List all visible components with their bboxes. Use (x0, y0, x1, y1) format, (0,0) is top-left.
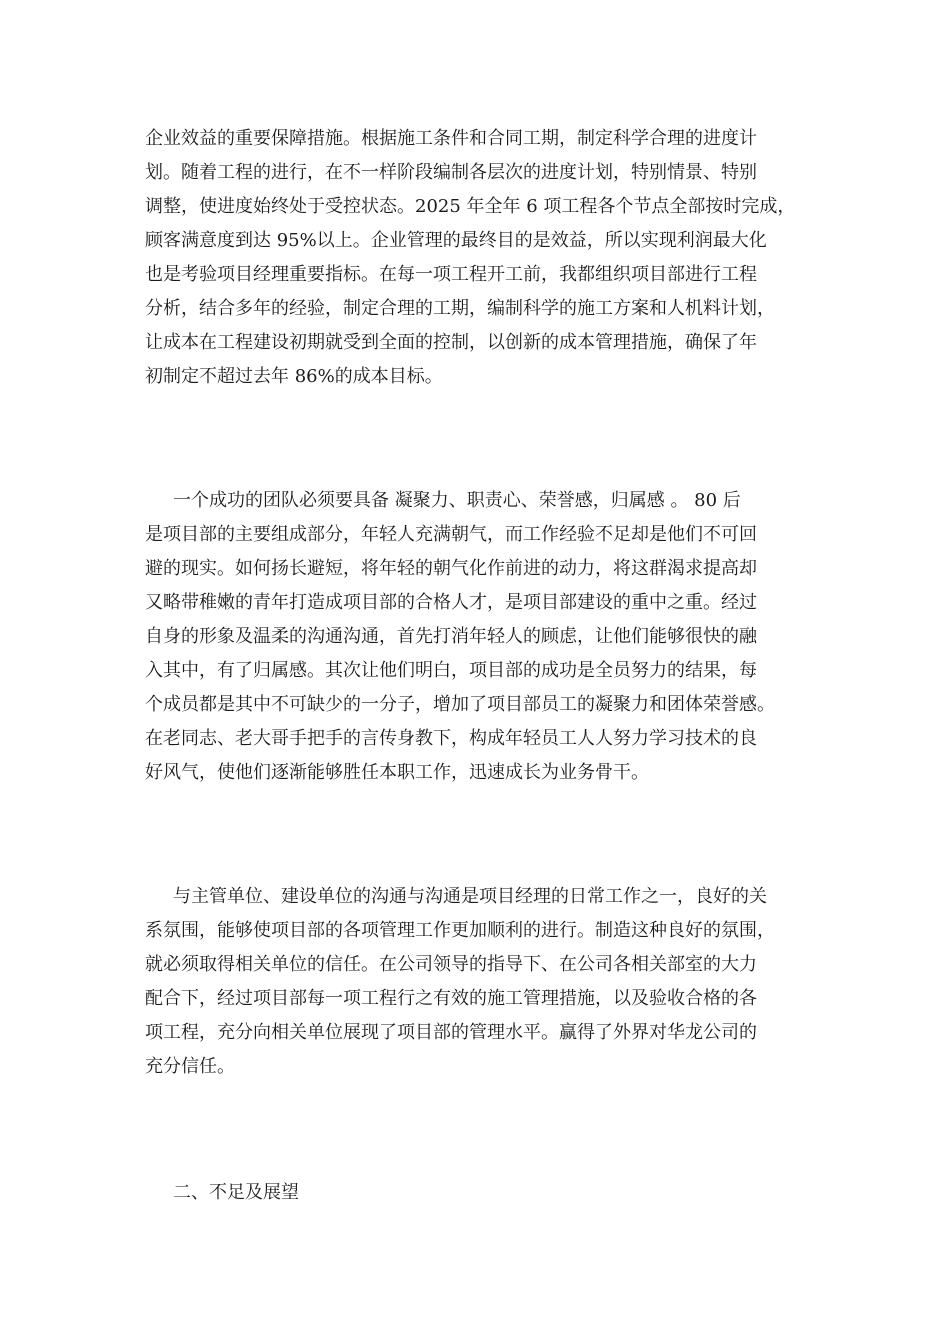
paragraph-3-line-1: 与主管单位、建设单位的沟通与沟通是项目经理的日常工作之一，良好的关 (173, 886, 767, 907)
paragraph-1-line-7: 让成本在工程建设初期就受到全面的控制，以创新的成本管理措施，确保了年 (145, 332, 757, 353)
paragraph-2-line-1: 一个成功的团队必须要具备 凝聚力、职责心、荣誉感，归属感 。 80 后 (173, 490, 741, 511)
paragraph-2-line-2: 是项目部的主要组成部分，年轻人充满朝气，而工作经验不足却是他们不可回 (145, 524, 757, 545)
paragraph-2-line-7: 个成员都是其中不可缺少的一分子，增加了项目部员工的凝聚力和团体荣誉感。 (145, 694, 775, 715)
paragraph-3-line-5: 项工程，充分向相关单位展现了项目部的管理水平。赢得了外界对华龙公司的 (145, 1022, 757, 1043)
paragraph-2-line-4: 又略带稚嫩的青年打造成项目部的合格人才，是项目部建设的重中之重。经过 (145, 592, 757, 613)
paragraph-3-line-2: 系氛围，能够使项目部的各项管理工作更加顺利的进行。制造这种良好的氛围， (145, 920, 775, 941)
paragraph-1-line-5: 也是考验项目经理重要指标。在每一项工程开工前，我都组织项目部进行工程 (145, 264, 757, 285)
paragraph-2-line-9: 好风气，使他们逐渐能够胜任本职工作，迅速成长为业务骨干。 (145, 762, 649, 783)
paragraph-1-line-4: 顾客满意度到达 95%以上。企业管理的最终目的是效益，所以实现利润最大化 (145, 230, 767, 251)
paragraph-1-line-1: 企业效益的重要保障措施。根据施工条件和合同工期，制定科学合理的进度计 (145, 128, 757, 149)
paragraph-3-line-3: 就必须取得相关单位的信任。在公司领导的指导下、在公司各相关部室的大力 (145, 954, 757, 975)
section-heading: 二、不足及展望 (173, 1182, 299, 1203)
paragraph-3-line-4: 配合下，经过项目部每一项工程行之有效的施工管理措施，以及验收合格的各 (145, 988, 757, 1009)
paragraph-2-line-8: 在老同志、老大哥手把手的言传身教下，构成年轻员工人人努力学习技术的良 (145, 728, 757, 749)
paragraph-2-line-3: 避的现实。如何扬长避短，将年轻的朝气化作前进的动力，将这群渴求提高却 (145, 558, 757, 579)
paragraph-2-line-6: 入其中，有了归属感。其次让他们明白，项目部的成功是全员努力的结果，每 (145, 660, 757, 681)
paragraph-1-line-8: 初制定不超过去年 86%的成本目标。 (145, 366, 443, 387)
paragraph-3-line-6: 充分信任。 (145, 1056, 235, 1077)
paragraph-1-line-3: 调整，使进度始终处于受控状态。2025 年全年 6 项工程各个节点全部按时完成， (145, 196, 796, 217)
paragraph-1-line-6: 分析，结合多年的经验，制定合理的工期，编制科学的施工方案和人机料计划， (145, 298, 775, 319)
paragraph-2-line-5: 自身的形象及温柔的沟通沟通，首先打消年轻人的顾虑，让他们能够很快的融 (145, 626, 757, 647)
paragraph-1-line-2: 划。随着工程的进行，在不一样阶段编制各层次的进度计划，特别情景、特别 (145, 162, 757, 183)
